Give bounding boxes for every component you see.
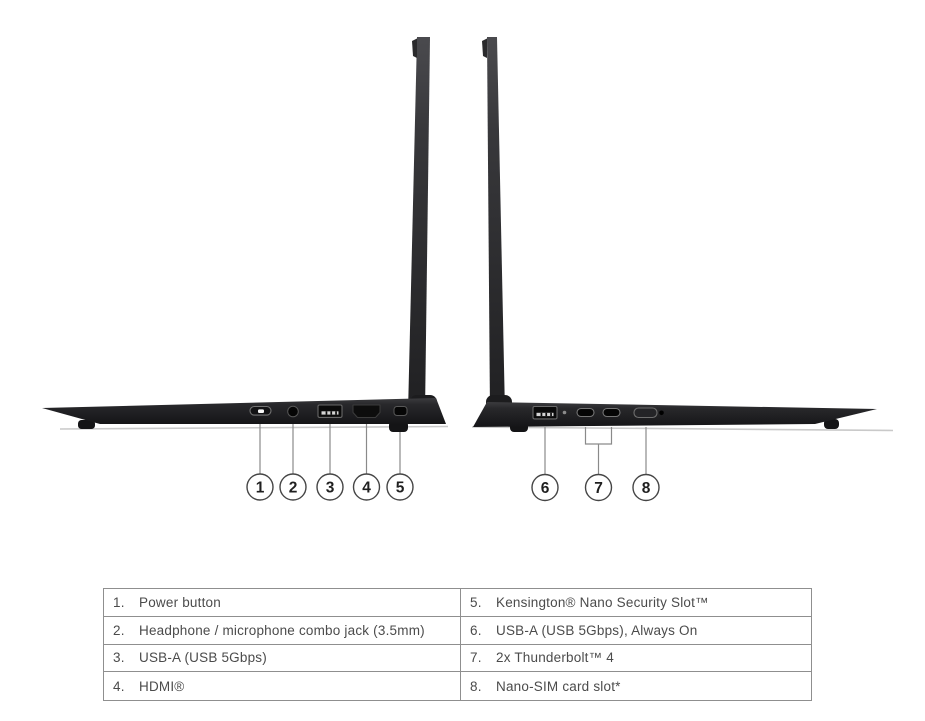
legend-row-8-number: 8. <box>470 678 482 694</box>
legend-row-7-number: 7. <box>470 650 482 666</box>
power-button-port <box>250 407 271 416</box>
legend-row-2-label: Headphone / microphone combo jack (3.5mm) <box>139 622 425 638</box>
ports-legend-table <box>103 588 812 701</box>
legend-row-2 <box>104 617 460 645</box>
callout-1 <box>247 474 273 500</box>
nano-sim-tray <box>634 408 657 418</box>
legend-row-8 <box>460 672 811 700</box>
legend-row-2-number: 2. <box>113 622 125 638</box>
legend-row-6 <box>460 617 811 645</box>
callout-2 <box>280 474 306 500</box>
callout-7-label: 7 <box>594 480 603 497</box>
thunderbolt-bracket <box>586 427 612 444</box>
callout-1-label: 1 <box>255 479 265 497</box>
callout-8-label: 8 <box>641 480 651 497</box>
status-led <box>563 411 567 415</box>
sim-eject-hole <box>659 411 664 416</box>
callout-3-label: 3 <box>325 479 335 497</box>
legend-row-7-label: 2x Thunderbolt™ 4 <box>496 650 614 666</box>
legend-row-5-number: 5. <box>470 594 482 610</box>
usb-a-port <box>318 405 342 417</box>
callout-5-label: 5 <box>395 479 405 497</box>
thunderbolt-port-2 <box>603 409 620 417</box>
legend-row-4-number: 4. <box>113 678 125 694</box>
callout-6 <box>532 475 558 501</box>
legend-row-8-label: Nano-SIM card slot* <box>496 678 621 694</box>
callout-3 <box>317 474 343 500</box>
usb-a-always-on-port <box>533 407 557 419</box>
headphone-jack-port <box>288 406 299 417</box>
callout-8 <box>633 475 659 501</box>
laptop-left-side-view <box>42 37 448 500</box>
kensington-slot <box>394 407 407 416</box>
callout-2-label: 2 <box>288 479 298 497</box>
power-indicator-dot <box>258 409 264 413</box>
callout-5 <box>387 474 413 500</box>
thunderbolt-port-1 <box>577 409 594 417</box>
callout-6-label: 6 <box>540 480 550 497</box>
callout-4-label: 4 <box>362 479 371 497</box>
callout-lines-left <box>260 424 400 474</box>
callout-lines-right <box>545 427 646 474</box>
camera-notch <box>482 39 487 59</box>
legend-row-3-label: USB-A (USB 5Gbps) <box>139 650 267 666</box>
legend-row-5 <box>460 589 811 617</box>
hdmi-port <box>353 405 380 418</box>
laptop-right-side-view <box>472 37 893 501</box>
legend-row-1-label: Power button <box>139 594 221 610</box>
legend-row-7 <box>460 645 811 673</box>
legend-row-6-number: 6. <box>470 622 482 638</box>
legend-row-1-number: 1. <box>113 594 125 610</box>
camera-notch <box>412 39 417 59</box>
laptop-lid <box>408 37 430 413</box>
legend-row-1 <box>104 589 460 617</box>
legend-row-3-number: 3. <box>113 650 125 666</box>
legend-row-6-label: USB-A (USB 5Gbps), Always On <box>496 622 698 638</box>
legend-row-3 <box>104 645 460 673</box>
laptop-lid <box>487 37 505 413</box>
legend-row-4-label: HDMI® <box>139 678 185 694</box>
legend-row-5-label: Kensington® Nano Security Slot™ <box>496 594 709 610</box>
laptop-base <box>42 398 446 424</box>
legend-row-4 <box>104 672 460 700</box>
callout-7 <box>586 475 612 501</box>
callout-4 <box>354 474 380 500</box>
